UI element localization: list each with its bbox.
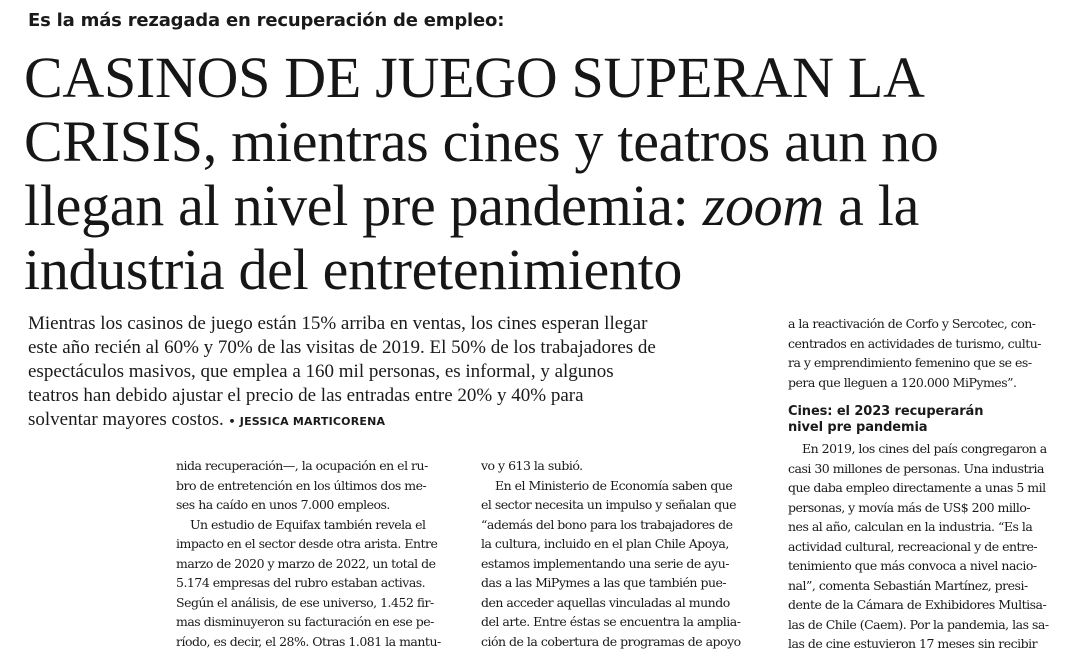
column-line: casi 30 millones de personas. Una industria [788, 460, 1044, 476]
column-line: a la reactivación de Corfo y Sercotec, con- [788, 316, 1036, 331]
subhead-line-1: Cines: el 2023 recuperarán [788, 404, 984, 419]
headline [24, 46, 1069, 302]
headline-emphasis: zoom [702, 173, 824, 238]
column-line: das a las MiPymes a las que también pue- [481, 575, 727, 590]
column-line: que daba empleo directamente a unas 5 mil [788, 480, 1046, 495]
column-line: nal”, comenta Sebastián Martínez, presi- [788, 577, 1028, 593]
headline-line-3-pre: llegan al nivel pre pandemia: [24, 173, 703, 238]
headline-line-1: CASINOS DE JUEGO SUPERAN LA [24, 45, 925, 110]
subhead-line-2: nivel pre pandemia [788, 420, 928, 435]
column-line: las de cine estuvieron 17 meses sin recibir [788, 636, 1038, 651]
byline: • JESSICA MARTICORENA [228, 415, 386, 428]
lede-line: solventar mayores costos. [28, 409, 224, 430]
headline-line-3-post: a la [823, 173, 920, 238]
column-line: “además del bono para los trabajadores de [481, 516, 733, 532]
column-line: del arte. Entre éstas se encuentra la amplia- [481, 614, 741, 629]
column-line: mas disminuyeron su facturación en ese pe- [176, 614, 434, 629]
kicker: Es la más rezagada en recuperación de empleo: [28, 10, 505, 31]
body-column-1 [176, 456, 461, 651]
headline-line-3 [24, 174, 1069, 238]
column-line: ses ha caído en unos 7.000 empleos. [176, 497, 390, 512]
lede [28, 312, 758, 434]
body-column-3 [788, 314, 1073, 654]
column-line: personas, y movía más de US$ 200 millo- [788, 499, 1031, 515]
column-line: nes al año, calculan en la industria. “Es la [788, 519, 1033, 534]
column-line: marzo de 2020 y marzo de 2022, un total de [176, 555, 436, 571]
lede-line: espectáculos masivos, que emplea a 160 mil personas, es informal, y algunos [28, 361, 614, 382]
column-line: nida recuperación—, la ocupación en el ru- [176, 458, 428, 473]
headline-line-4: industria del entretenimiento [24, 237, 683, 302]
lede-line: teatros han debido ajustar el precio de las entradas entre 20% y 40% para [28, 385, 584, 406]
column-line: estamos implementando una serie de ayu- [481, 555, 729, 571]
column-line: el sector necesita un impulso y señalan que [481, 497, 737, 512]
headline-line-2: CRISIS, mientras cines y teatros aun no [24, 109, 939, 174]
column-line: las de Chile (Caem). Por la pandemia, las sa- [788, 616, 1049, 632]
column-line: En 2019, los cines del país congregaron a [802, 441, 1047, 456]
column-line: tenimiento que más convoca a nivel nacio- [788, 558, 1037, 573]
column-line: Un estudio de Equifax también revela el [190, 516, 426, 532]
column-line: ra y emprendimiento femenino que se es- [788, 355, 1032, 370]
section-subhead [788, 404, 1073, 436]
column-line: 5.174 empresas del rubro estaban activas. [176, 575, 426, 590]
column-line: actividad cultural, recreacional y de entre- [788, 538, 1038, 554]
column-line: Según el análisis, de ese universo, 1.452 fir- [176, 594, 434, 610]
column-line: centrados en actividades de turismo, cultu- [788, 335, 1042, 351]
column-line: vo y 613 la subió. [481, 458, 583, 473]
column-line: bro de entretención en los últimos dos me- [176, 477, 427, 493]
column-line: ríodo, es decir, el 28%. Otras 1.081 la mantu- [176, 633, 441, 649]
column-line: la cultura, incluido en el plan Chile Apoya, [481, 536, 729, 551]
lede-line: este año recién al 60% y 70% de las visitas de 2019. El 50% de los trabajadores de [28, 337, 656, 358]
body-column-2 [481, 456, 766, 651]
column-line: dente de la Cámara de Exhibidores Multisa- [788, 597, 1047, 612]
column-line: pera que lleguen a 120.000 MiPymes”. [788, 374, 1017, 390]
lede-last-line [28, 408, 758, 434]
column-line: impacto en el sector desde otra arista. Entre [176, 536, 438, 551]
column-line: den acceder aquellas vinculadas al mundo [481, 594, 730, 610]
lede-line: Mientras los casinos de juego están 15% arriba en ventas, los cines esperan llegar [28, 313, 648, 334]
column-line: ción de la cobertura de programas de apoyo [481, 633, 741, 649]
column-line: En el Ministerio de Economía saben que [495, 477, 733, 493]
